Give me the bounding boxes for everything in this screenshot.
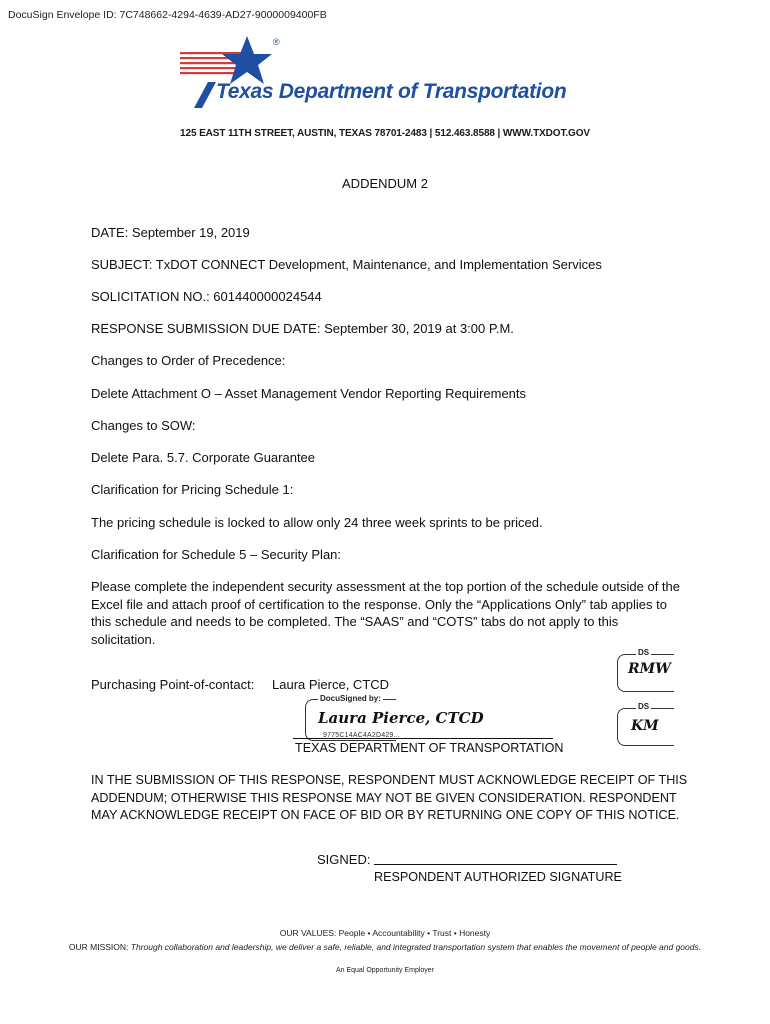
addendum-heading: ADDENDUM 2 — [342, 176, 428, 191]
acknowledge-text: IN THE SUBMISSION OF THIS RESPONSE, RESPONDENT MUST ACKNOWLEDGE RECEIPT OF THIS ADDENDUM; OTHERWISE THIS RESPONSE MAY NOT BE GIVEN CONSIDERATION. RESPONDENT MAY ACKNOWLEDGE RECEIPT ON FACE OF BID OR BY RETURNING ONE COPY OF THIS NOTICE. — [91, 773, 688, 822]
address-line: 125 EAST 11TH STREET, AUSTIN, TEXAS 78701-2483 | 512.463.8588 | WWW.TXDOT.GOV — [180, 128, 590, 139]
changes-sow-heading: Changes to SOW: — [91, 418, 196, 433]
signature-line — [293, 738, 553, 739]
registered-mark: ® — [273, 37, 280, 47]
initials-tag-1: DS — [638, 648, 650, 657]
initials-script-1: RMW — [628, 661, 671, 677]
footer-values-text: OUR VALUES: People • Accountability • Trust • Honesty — [279, 928, 491, 938]
signature-hash: 9775C14AC4A2D429... — [323, 732, 400, 739]
delete-para-line: Delete Para. 5.7. Corporate Guarantee — [91, 450, 316, 465]
pricing-clarification-heading: Clarification for Pricing Schedule 1: — [91, 482, 294, 497]
signed-line — [374, 864, 617, 865]
signature-script: Laura Pierce, CTCD — [318, 709, 484, 727]
security-clarification-text: Please complete the independent security assessment at the top portion of the schedule outside of the Excel file and attach proof of certification to the response. Only the “Applications Only” tab applies to this schedule and needs to be completed. The “SAAS” and “COTS” tabs do not apply to this solicitation. — [91, 579, 680, 647]
footer-eoe: An Equal Opportunity Employer — [335, 967, 435, 974]
contact-label: Purchasing Point-of-contact: — [91, 677, 255, 692]
docusigned-label: DocuSigned by: — [320, 694, 381, 703]
initials-tag-2: DS — [638, 702, 650, 711]
envelope-id: DocuSign Envelope ID: 7C748662-4294-4639-AD27-9000009400FB — [8, 9, 327, 21]
footer-mission-text: Through collaboration and leadership, we deliver a safe, reliable, and integrated transportation system that enables the movement of people and goods. — [130, 942, 702, 952]
due-date-line: RESPONSE SUBMISSION DUE DATE: September 30, 2019 at 3:00 P.M. — [91, 321, 514, 336]
txdot-logo — [172, 32, 602, 112]
order-precedence-heading: Changes to Order of Precedence: — [91, 353, 286, 368]
signed-label: SIGNED: — [317, 852, 371, 867]
security-clarification-heading: Clarification for Schedule 5 – Security Plan: — [91, 547, 342, 562]
footer-mission — [0, 942, 770, 952]
solicitation-line: SOLICITATION NO.: 601440000024544 — [91, 289, 322, 304]
delete-attachment-line: Delete Attachment O – Asset Management Vendor Reporting Requirements — [91, 386, 527, 401]
initials-script-2: KM — [631, 718, 659, 734]
date-line: DATE: September 19, 2019 — [91, 225, 250, 240]
signed-caption: RESPONDENT AUTHORIZED SIGNATURE — [374, 870, 622, 884]
signature-org: TEXAS DEPARTMENT OF TRANSPORTATION — [295, 741, 564, 755]
contact-name: Laura Pierce, CTCD — [272, 677, 390, 692]
footer-values — [0, 928, 770, 938]
logo-title: Texas Department of Transportation — [216, 80, 567, 103]
pricing-clarification-text: The pricing schedule is locked to allow only 24 three week sprints to be priced. — [91, 515, 543, 530]
subject-line: SUBJECT: TxDOT CONNECT Development, Maintenance, and Implementation Services — [91, 257, 602, 272]
footer-mission-label: OUR MISSION: — [68, 942, 129, 952]
